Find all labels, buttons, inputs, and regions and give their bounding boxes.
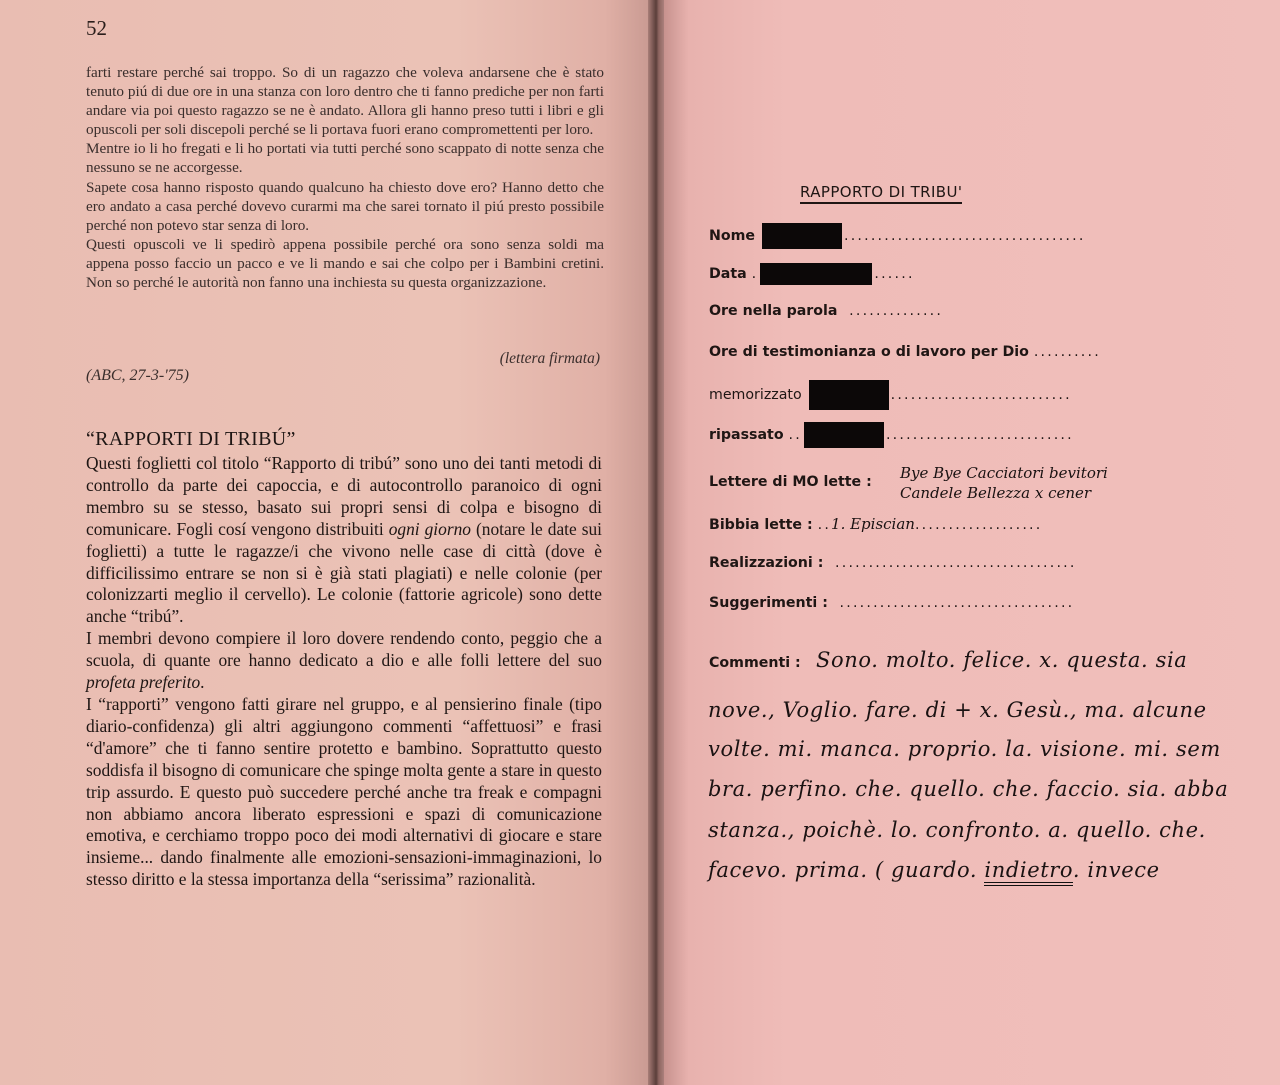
letter-paragraph: Mentre io li ho fregati e li ho portati via tutti perché sono scappato di notte senza che nessuno se ne accorgesse. [86,140,604,177]
field-label: Nome [709,228,756,244]
field-label: Lettere di MO lette : [709,474,872,490]
letter-paragraph: farti restare perché sai troppo. So di un ragazzo che voleva andarsene che è stato tenuto piú di due ore in una stanza con loro dentro che ti fanno prediche per non farti andare via poi questo ragazzo se ne è andato. Allora gli hanno preso tutti i libri e gli opuscoli per soli discepoli perché se li portava fuori erano compromettenti per loro. [86,64,604,139]
field-label: ripassato [709,427,784,443]
field-bibbia [709,515,1042,533]
dotted-line: .......... [1033,344,1101,360]
redaction-bar [809,380,889,410]
section-body [86,453,602,891]
handwritten-comment-line: nove., Voglio. fare. di + x. Gesù., ma. alcune [708,698,1207,722]
dotted-line: ............................ [885,427,1074,443]
body-emphasis: ogni giorno [388,518,471,539]
body-text: (notare le date sui foglietti) a tutte le ragazze/i che vivono nelle case di città (dove è difficilissimo entrare se non si è già stati plagiati) e nelle colonie (per colonizzarti meglio il cervello). Le colonie (fattorie agricole) sono dette anche “tribú”. [86,518,602,627]
dotted-line: .............. [842,303,944,319]
field-realizzazioni [709,555,1077,571]
handwritten-comment-line [708,858,1160,882]
field-label: Realizzazioni : [709,555,824,571]
field-memorizzato [709,380,1072,410]
dotted-line: ........................... [890,387,1072,403]
field-commenti [709,655,801,671]
handwritten-underlined-word: indietro [984,858,1072,886]
body-paragraph [86,628,602,694]
field-label: Ore di testimonianza o di lavoro per Dio [709,344,1029,360]
redaction-bar [762,223,842,249]
handwritten-comment-line: volte. mi. manca. proprio. la. visione. mi. sem [708,737,1221,761]
field-label: Bibbia lette : [709,517,813,533]
body-paragraph [86,453,602,628]
field-nome [709,223,1086,249]
field-suggerimenti [709,595,1074,611]
field-ripassato [709,422,1074,448]
field-ore-parola [709,303,943,319]
letter-paragraph: Sapete cosa hanno risposto quando qualcuno ha chiesto dove ero? Hanno detto che ero andato a casa perché dovevo curarmi ma che sarei tornato il piú presto possibile perché non potevo star senza di loro. [86,178,604,234]
field-data [709,263,915,285]
field-label: memorizzato [709,387,802,403]
field-label: Ore nella parola [709,303,838,319]
letter-paragraph: Questi opuscoli ve li spedirò appena possibile perché ora sono senza soldi ma appena posso faccio un pacco e ve li mando e sai che colpo per i Bambini cretini. Non so perché le autorità non fanno una inchiesta su questa organizzazione. [86,235,604,292]
redaction-bar [804,422,884,448]
letter-excerpt [86,63,604,292]
handwritten-comment-line: Sono. molto. felice. x. questa. sia [816,648,1188,672]
source-reference: (ABC, 27-3-'75) [86,367,189,384]
handwritten-comment-line: bra. perfino. che. quello. che. faccio. sia. abba [708,777,1229,801]
field-ore-testimonianza [709,344,1101,360]
body-emphasis: profeta preferito [86,672,201,693]
body-text: . [200,672,205,693]
dotted-line: . [751,266,759,282]
dotted-line: .................................... [843,228,1086,244]
dotted-line: .. [788,427,802,443]
page-number: 52 [86,16,107,40]
section-title: “RAPPORTI DI TRIBÚ” [86,428,296,450]
right-page [664,0,1280,1085]
body-paragraph: I “rapporti” vengono fatti girare nel gruppo, e al pensierino finale (tipo diario-confidenza) gli altri aggiungono commenti “affettuosi” e frasi “d'amore” che ti fanno sentire protetto e bambino. Soprattutto questo soddisfa il bisogno di comunicare che spinge molta gente a stare in questo trip assurdo. E questo può succedere perché anche tra freak e compagni non abbiamo ancora liberato espressioni e spazi di comunicazione emotiva, e cerchiamo troppo poco dei modi alternativi di giocare e stare insieme... dando finalmente alle emozioni-sensazioni-immaginazioni, lo stesso diritto e la stessa importanza della “serissima” razionalità. [86,693,602,890]
handwritten-text: . invece [1072,858,1160,882]
dotted-line: ................... [914,517,1043,533]
dotted-line: .. [817,517,832,533]
field-lettere-mo [709,474,872,490]
field-label: Suggerimenti : [709,595,828,611]
letter-signature: (lettera firmata) [499,350,600,367]
body-text: Questi foglietti col titolo “Rapporto di tribú” sono uno dei tanti metodi di controllo da parte dei capoccia, e di autocontrollo paranoico di ogni membro su se stesso, basato sui propri sensi di colpa e bisogno di comunicare. Fogli cosí vengono distribuiti [86,453,602,539]
handwritten-bible: 1. Episcian [831,515,915,533]
handwritten-comment-line: stanza., poichè. lo. confronto. a. quello. che. [708,818,1206,842]
handwritten-letters-line-2: Candele Bellezza x cener [900,484,1092,502]
field-label: Data [709,266,747,282]
dotted-line: ...... [874,266,915,282]
dotted-line: .................................... [828,555,1077,571]
redaction-bar [760,263,872,285]
field-label: Commenti : [709,655,801,671]
dotted-line: ................................... [832,595,1075,611]
body-text: I membri devono compiere il loro dovere rendendo conto, peggio che a scuola, di quante ore hanno dedicato a dio e alle folli lettere del suo [86,628,602,671]
form-title: RAPPORTO DI TRIBU' [800,183,962,204]
handwritten-text: facevo. prima. ( guardo. [708,858,985,882]
handwritten-letters-line-1: Bye Bye Cacciatori bevitori [900,464,1108,482]
